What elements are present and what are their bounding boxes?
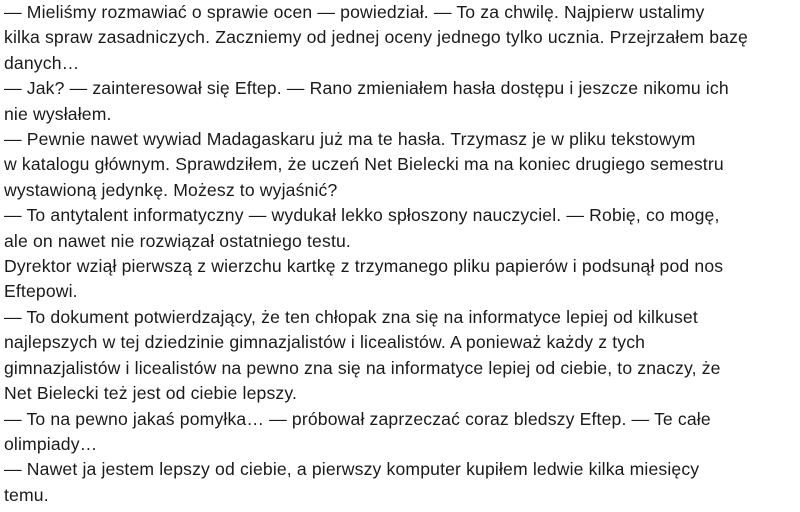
text-line: nie wysłałem. (4, 103, 112, 124)
paragraph (4, 0, 796, 76)
paragraph (4, 254, 796, 305)
paragraph (4, 203, 796, 254)
text-line: — To dokument potwierdzający, że ten chłopak zna się na informatyce lepiej od kilkuset (4, 306, 698, 327)
paragraph (4, 457, 796, 508)
text-line: kilka spraw zasadniczych. Zaczniemy od jednej oceny jednego tylko ucznia. Przejrzałem bazę (4, 27, 748, 48)
paragraph (4, 305, 796, 407)
text-line: ale on nawet nie rozwiązał ostatniego testu. (4, 230, 351, 251)
paragraph (4, 76, 796, 127)
text-line: — Nawet ja jestem lepszy od ciebie, a pierwszy komputer kupiłem ledwie kilka miesięcy (4, 459, 700, 480)
text-line: wystawioną jedynkę. Możesz to wyjaśnić? (4, 179, 338, 200)
text-line: gimnazjalistów i licealistów na pewno zna się na informatyce lepiej od ciebie, to znaczy, że (4, 357, 721, 378)
text-line: olimpiady… (4, 433, 98, 454)
text-line: Net Bielecki też jest od ciebie lepszy. (4, 383, 298, 404)
text-line: — Pewnie nawet wywiad Madagaskaru już ma te hasła. Trzymasz je w pliku tekstowym (4, 129, 696, 150)
text-line: danych… (4, 52, 80, 73)
text-line: — To antytalent informatyczny — wydukał lekko spłoszony nauczyciel. — Robię, co mogę, (4, 205, 720, 226)
text-line: Dyrektor wziął pierwszą z wierzchu kartkę z trzymanego pliku papierów i podsunął pod nos (4, 256, 724, 277)
text-line: — Jak? — zainteresował się Eftep. — Rano zmieniałem hasła dostępu i jeszcze nikomu ich (4, 78, 729, 99)
paragraph (4, 407, 796, 458)
text-line: najlepszych w tej dziedzinie gimnazjalistów i licealistów. A ponieważ każdy z tych (4, 332, 646, 353)
paragraph (4, 127, 796, 203)
text-line: w katalogu głównym. Sprawdziłem, że uczeń Net Bielecki ma na koniec drugiego semestru (4, 154, 724, 175)
text-line: — To na pewno jakaś pomyłka… — próbował zaprzeczać coraz bledszy Eftep. — Te całe (4, 408, 711, 429)
text-line: — Mieliśmy rozmawiać o sprawie ocen — powiedział. — To za chwilę. Najpierw ustalimy (4, 2, 705, 22)
text-line: Eftepowi. (4, 281, 78, 302)
text-line: temu. (4, 484, 49, 505)
